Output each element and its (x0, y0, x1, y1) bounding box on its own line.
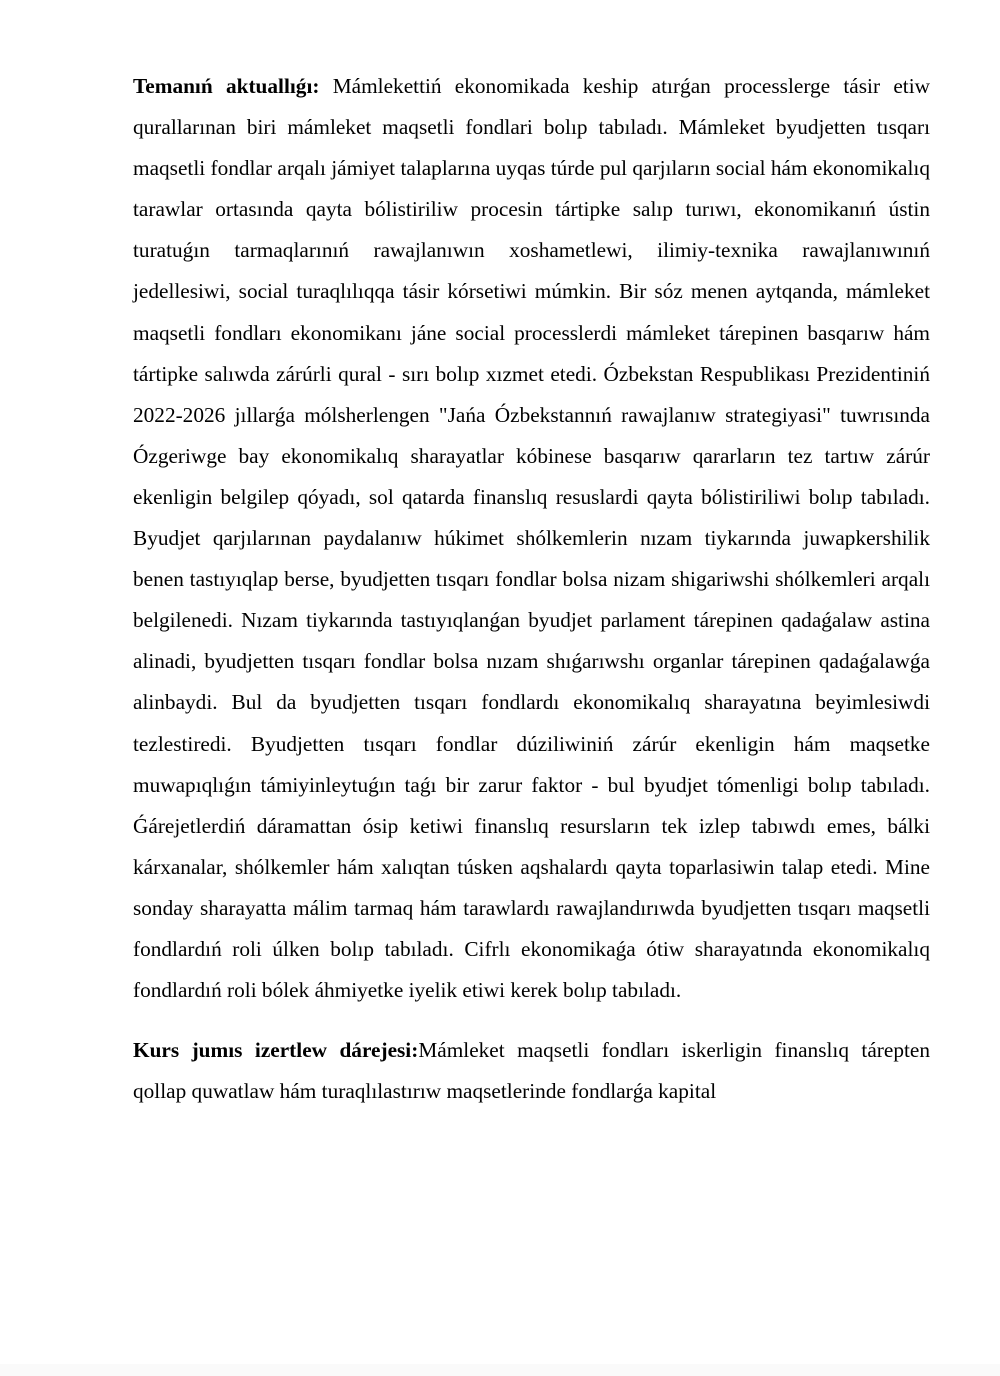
paragraph-heading: Temanıń aktuallıǵı: (133, 74, 320, 98)
document-page (133, 66, 930, 1112)
paragraph-heading: Kurs jumıs izertlew dárejesi: (133, 1038, 419, 1063)
paragraph-body: Mámleket maqsetli fondları iskerligin finanslıq tárepten qollap quwatlaw hám turaqlılastırıw maqsetlerinde fondlarǵa kapital (133, 1038, 930, 1104)
paragraph-topic-relevance (133, 66, 930, 1011)
page-bottom-edge (0, 1364, 1000, 1376)
paragraph-research-level (133, 1030, 930, 1112)
paragraph-body: Mámlekettiń ekonomikada keship atırǵan processlerge tásir etiw qurallarınan biri mámleket maqsetli fondlari bolıp tabıladı. Mámleket byudjetten tısqarı maqsetli fondlar arqalı jámiyet talaplarına uyqas túrde pul qarjıların social hám ekonomikalıq tarawlar ortasında qayta bólistiriliw procesin tártipke salıp turıwı, ekonomikanıń ústin turatuǵın tarmaqlarınıń rawajlanıwın xoshametlewi, ilimiy-texnika rawajlanıwınıń jedellesiwi, social turaqlılıqqa tásir kórsetiwi múmkin. Bir sóz menen aytqanda, mámleket maqsetli fondları ekonomikanı jáne social processlerdi mámleket tárepinen basqarıw hám tártipke salıwda zárúrli qural - sırı bolıp xızmet etedi. Ózbekstan Respublikası Prezidentiniń 2022-2026 jıllarǵa mólsherlengen "Jańa Ózbekstannıń rawajlanıw strategiyasi" tuwrısında Ózgeriwge bay ekonomikalıq sharayatlar kóbinese basqarıw qararların tez tartıw zárúr ekenligin belgilep qóyadı, sol qatarda finanslıq resuslardi qayta bólistiriliwi bolıp tabıladı. Byudjet qarjılarınan paydalanıw húkimet shólkemlerin nızam tiykarında juwapkershilik benen tastıyıqlap berse, byudjetten tısqarı fondlar bolsa nizam shigariwshi shólkemleri arqalı belgilenedi. Nızam tiykarında tastıyıqlanǵan byudjet parlament tárepinen qadaǵalaw astina alinadi, byudjetten tısqarı fondlar bolsa nızam shıǵarıwshı organlar tárepinen qadaǵalawǵa alinbaydi. Bul da byudjetten tısqarı fondlardı ekonomikalıq sharayatına beyimlesiwdi tezlestiredi. Byudjetten tısqarı fondlar dúziliwiniń zárúr ekenligin hám maqsetke muwapıqlıǵın támiyinleytuǵın taǵı bir zarur faktor - bul byudjet tómenligi bolıp tabıladı. Ǵárejetlerdiń dáramattan ósip ketiwi finanslıq resursların tek izlep tabıwdı emes, bálki kárxanalar, shólkemler hám xalıqtan túsken aqshalardı qayta toparlasiwin talap etedi. Mine sonday sharayatta málim tarmaq hám tarawlardı rawajlandırıwda byudjetten tısqarı maqsetli fondlardıń roli úlken bolıp tabıladı. Cifrlı ekonomikaǵa ótiw sharayatında ekonomikalıq fondlardıń roli bólek áhmiyetke iyelik etiwi kerek bolıp tabıladı. (133, 74, 930, 1003)
